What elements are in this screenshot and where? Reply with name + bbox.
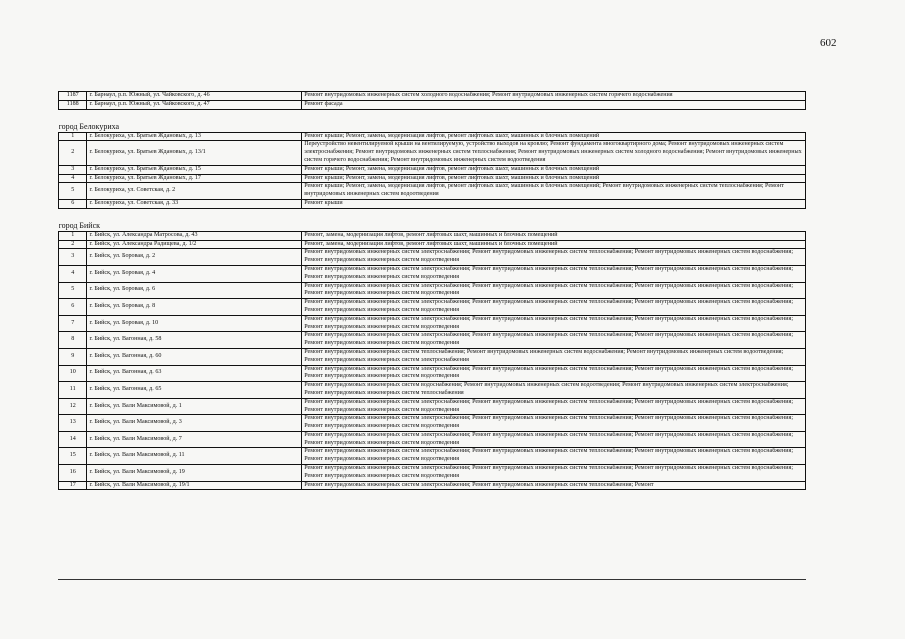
row-address: г. Бийск, ул. Вали Максимовой, д. 1 — [87, 398, 302, 415]
table-row — [59, 199, 806, 208]
page-number: 602 — [820, 37, 837, 49]
row-works: Ремонт крыши — [302, 199, 806, 208]
row-works: Ремонт, замена, модернизация лифтов, ремонт лифтовых шахт, машинных и блочных помещений — [302, 240, 806, 249]
row-works: Ремонт внутридомовых инженерных систем электроснабжения; Ремонт внутридомовых инженерных систем теплоснабжения; Ремонт внутридомовых инженерных систем водоснабжения; Ремонт внутридомовых инженерных систем водоотведения — [302, 282, 806, 299]
row-address: г. Белокуриха, ул. Братьев Ждановых, д. 13 — [87, 132, 302, 141]
row-number: 17 — [59, 481, 87, 490]
table-row — [59, 481, 806, 490]
row-address: г. Бийск, ул. Вагонная, д. 60 — [87, 348, 302, 365]
page-bottom-divider — [58, 579, 806, 580]
row-address: г. Бийск, ул. Боровая, д. 6 — [87, 282, 302, 299]
row-number: 2 — [59, 141, 87, 165]
row-number: 5 — [59, 183, 87, 200]
row-number: 13 — [59, 415, 87, 432]
row-works: Ремонт внутридомовых инженерных систем электроснабжения; Ремонт внутридомовых инженерных систем теплоснабжения; Ремонт — [302, 481, 806, 490]
row-works: Ремонт крыши; Ремонт, замена, модернизация лифтов, ремонт лифтовых шахт, машинных и блочных помещений; Ремонт внутридомовых инженерных систем теплоснабжения; Ремонт внутридомовых инженерных систем водоотведения — [302, 183, 806, 200]
table-row — [59, 382, 806, 399]
table-row — [59, 282, 806, 299]
row-works: Ремонт, замена, модернизация лифтов, ремонт лифтовых шахт, машинных и блочных помещений — [302, 231, 806, 240]
row-works: Ремонт внутридомовых инженерных систем электроснабжения; Ремонт внутридомовых инженерных систем теплоснабжения; Ремонт внутридомовых инженерных систем водоснабжения; Ремонт внутридомовых инженерных систем водоотведения — [302, 365, 806, 382]
row-works: Ремонт крыши; Ремонт, замена, модернизация лифтов, ремонт лифтовых шахт, машинных и блочных помещений — [302, 174, 806, 183]
row-number: 10 — [59, 365, 87, 382]
row-number: 1187 — [59, 92, 87, 101]
row-address: г. Бийск, ул. Вали Максимовой, д. 19/1 — [87, 481, 302, 490]
row-number: 14 — [59, 431, 87, 448]
row-address: г. Бийск, ул. Боровая, д. 4 — [87, 265, 302, 282]
table-row — [59, 332, 806, 349]
table-row — [59, 100, 806, 109]
row-works: Ремонт внутридомовых инженерных систем электроснабжения; Ремонт внутридомовых инженерных систем теплоснабжения; Ремонт внутридомовых инженерных систем водоснабжения; Ремонт внутридомовых инженерных систем водоотведения — [302, 299, 806, 316]
row-address: г. Белокуриха, ул. Братьев Ждановых, д. 13/1 — [87, 141, 302, 165]
table-row — [59, 132, 806, 141]
spacer-cell — [59, 208, 806, 219]
row-number: 7 — [59, 315, 87, 332]
city-name: город Белокуриха — [58, 121, 120, 131]
row-works: Ремонт внутридомовых инженерных систем электроснабжения; Ремонт внутридомовых инженерных систем теплоснабжения; Ремонт внутридомовых инженерных систем водоснабжения; Ремонт внутридомовых инженерных систем водоотведения — [302, 315, 806, 332]
row-works: Ремонт внутридомовых инженерных систем электроснабжения; Ремонт внутридомовых инженерных систем теплоснабжения; Ремонт внутридомовых инженерных систем водоснабжения; Ремонт внутридомовых инженерных систем водоотведения — [302, 448, 806, 465]
table-row — [59, 265, 806, 282]
city-name: город Бийск — [58, 220, 101, 230]
row-number: 5 — [59, 282, 87, 299]
row-number: 6 — [59, 199, 87, 208]
table-row — [59, 415, 806, 432]
row-address: г. Бийск, ул. Вали Максимовой, д. 19 — [87, 465, 302, 482]
row-number: 12 — [59, 398, 87, 415]
row-address: г. Бийск, ул. Боровая, д. 2 — [87, 249, 302, 266]
table-row — [59, 348, 806, 365]
row-number: 15 — [59, 448, 87, 465]
row-address: г. Белокуриха, ул. Братьев Ждановых, д. 15 — [87, 165, 302, 174]
row-address: г. Бийск, ул. Вагонная, д. 63 — [87, 365, 302, 382]
row-number: 16 — [59, 465, 87, 482]
row-address: г. Барнаул, р.п. Южный, ул. Чайковского, д. 47 — [87, 100, 302, 109]
table-row — [59, 465, 806, 482]
row-number: 2 — [59, 240, 87, 249]
table-row — [59, 231, 806, 240]
row-number: 8 — [59, 332, 87, 349]
table-row — [59, 365, 806, 382]
row-works: Ремонт фасада — [302, 100, 806, 109]
row-works: Ремонт внутридомовых инженерных систем электроснабжения; Ремонт внутридомовых инженерных систем теплоснабжения; Ремонт внутридомовых инженерных систем водоснабжения; Ремонт внутридомовых инженерных систем водоотведения — [302, 415, 806, 432]
row-address: г. Бийск, ул. Вали Максимовой, д. 11 — [87, 448, 302, 465]
row-address: г. Бийск, ул. Боровая, д. 8 — [87, 299, 302, 316]
row-works: Ремонт внутридомовых инженерных систем электроснабжения; Ремонт внутридомовых инженерных систем теплоснабжения; Ремонт внутридомовых инженерных систем водоснабжения; Ремонт внутридомовых инженерных систем водоотведения — [302, 431, 806, 448]
table-row — [59, 249, 806, 266]
row-number: 6 — [59, 299, 87, 316]
row-works: Ремонт внутридомовых инженерных систем электроснабжения; Ремонт внутридомовых инженерных систем теплоснабжения; Ремонт внутридомовых инженерных систем водоснабжения; Ремонт внутридомовых инженерных систем водоотведения — [302, 465, 806, 482]
row-address: г. Бийск, ул. Вали Максимовой, д. 3 — [87, 415, 302, 432]
row-address: г. Белокуриха, ул. Советская, д. 33 — [87, 199, 302, 208]
row-number: 3 — [59, 249, 87, 266]
table-row — [59, 448, 806, 465]
row-works: Ремонт внутридомовых инженерных систем холодного водоснабжения; Ремонт внутридомовых инженерных систем горячего водоснабжения — [302, 92, 806, 101]
table-row — [59, 165, 806, 174]
row-address: г. Барнаул, р.п. Южный, ул. Чайковского, д. 46 — [87, 92, 302, 101]
group-spacer — [59, 109, 806, 120]
row-address: г. Бийск, ул. Вагонная, д. 58 — [87, 332, 302, 349]
table-row — [59, 141, 806, 165]
row-works: Ремонт внутридомовых инженерных систем электроснабжения; Ремонт внутридомовых инженерных систем теплоснабжения; Ремонт внутридомовых инженерных систем водоснабжения; Ремонт внутридомовых инженерных систем водоотведения — [302, 332, 806, 349]
table-row — [59, 183, 806, 200]
city-group-header — [59, 120, 806, 133]
row-works: Ремонт внутридомовых инженерных систем водоснабжения; Ремонт внутридомовых инженерных систем водоотведения; Ремонт внутридомовых инженерных систем электроснабжения; Ремонт внутридомовых инженерных систем теплоснабжения — [302, 382, 806, 399]
row-works: Ремонт внутридомовых инженерных систем электроснабжения; Ремонт внутридомовых инженерных систем теплоснабжения; Ремонт внутридомовых инженерных систем водоснабжения; Ремонт внутридомовых инженерных систем водоотведения — [302, 249, 806, 266]
row-works: Переустройство невентилируемой крыши на вентилируемую, устройство выходов на кровлю; Ремонт фундамента многоквартирного дома; Ремонт внутридомовых инженерных систем электроснабжения; Ремонт внутридомовых инженерных систем теплоснабжения; Ремонт внутридомовых инженерных систем холодного водоснабжения; Ремонт внутридомовых инженерных систем горячего водоснабжения; Ремонт внутридомовых инженерных систем водоотведения — [302, 141, 806, 165]
table-row — [59, 240, 806, 249]
row-number: 1188 — [59, 100, 87, 109]
group-spacer — [59, 208, 806, 219]
repair-schedule-table — [58, 91, 806, 490]
table-row — [59, 398, 806, 415]
city-group-header — [59, 219, 806, 232]
row-number: 4 — [59, 265, 87, 282]
row-works: Ремонт крыши; Ремонт, замена, модернизация лифтов, ремонт лифтовых шахт, машинных и блочных помещений — [302, 132, 806, 141]
row-works: Ремонт внутридомовых инженерных систем теплоснабжения; Ремонт внутридомовых инженерных систем водоснабжения; Ремонт внутридомовых инженерных систем водоотведения; Ремонт внутридомовых инженерных систем электроснабжения — [302, 348, 806, 365]
row-works: Ремонт внутридомовых инженерных систем электроснабжения; Ремонт внутридомовых инженерных систем теплоснабжения; Ремонт внутридомовых инженерных систем водоснабжения; Ремонт внутридомовых инженерных систем водоотведения — [302, 265, 806, 282]
row-address: г. Бийск, ул. Александра Радищева, д. 1/2 — [87, 240, 302, 249]
table-row — [59, 299, 806, 316]
row-address: г. Белокуриха, ул. Советская, д. 2 — [87, 183, 302, 200]
table-row — [59, 92, 806, 101]
row-address: г. Бийск, ул. Александра Матросова, д. 43 — [87, 231, 302, 240]
table-row — [59, 431, 806, 448]
row-number: 1 — [59, 231, 87, 240]
row-number: 11 — [59, 382, 87, 399]
row-number: 1 — [59, 132, 87, 141]
row-works: Ремонт крыши; Ремонт, замена, модернизация лифтов, ремонт лифтовых шахт, машинных и блочных помещений — [302, 165, 806, 174]
table-row — [59, 174, 806, 183]
row-number: 9 — [59, 348, 87, 365]
table-row — [59, 315, 806, 332]
row-number: 3 — [59, 165, 87, 174]
row-works: Ремонт внутридомовых инженерных систем электроснабжения; Ремонт внутридомовых инженерных систем теплоснабжения; Ремонт внутридомовых инженерных систем водоснабжения; Ремонт внутридомовых инженерных систем водоотведения — [302, 398, 806, 415]
row-number: 4 — [59, 174, 87, 183]
row-address: г. Белокуриха, ул. Братьев Ждановых, д. 17 — [87, 174, 302, 183]
table-body — [59, 92, 806, 490]
row-address: г. Бийск, ул. Вали Максимовой, д. 7 — [87, 431, 302, 448]
spacer-cell — [59, 109, 806, 120]
row-address: г. Бийск, ул. Вагонная, д. 65 — [87, 382, 302, 399]
row-address: г. Бийск, ул. Боровая, д. 10 — [87, 315, 302, 332]
repair-schedule-sheet — [58, 91, 806, 490]
